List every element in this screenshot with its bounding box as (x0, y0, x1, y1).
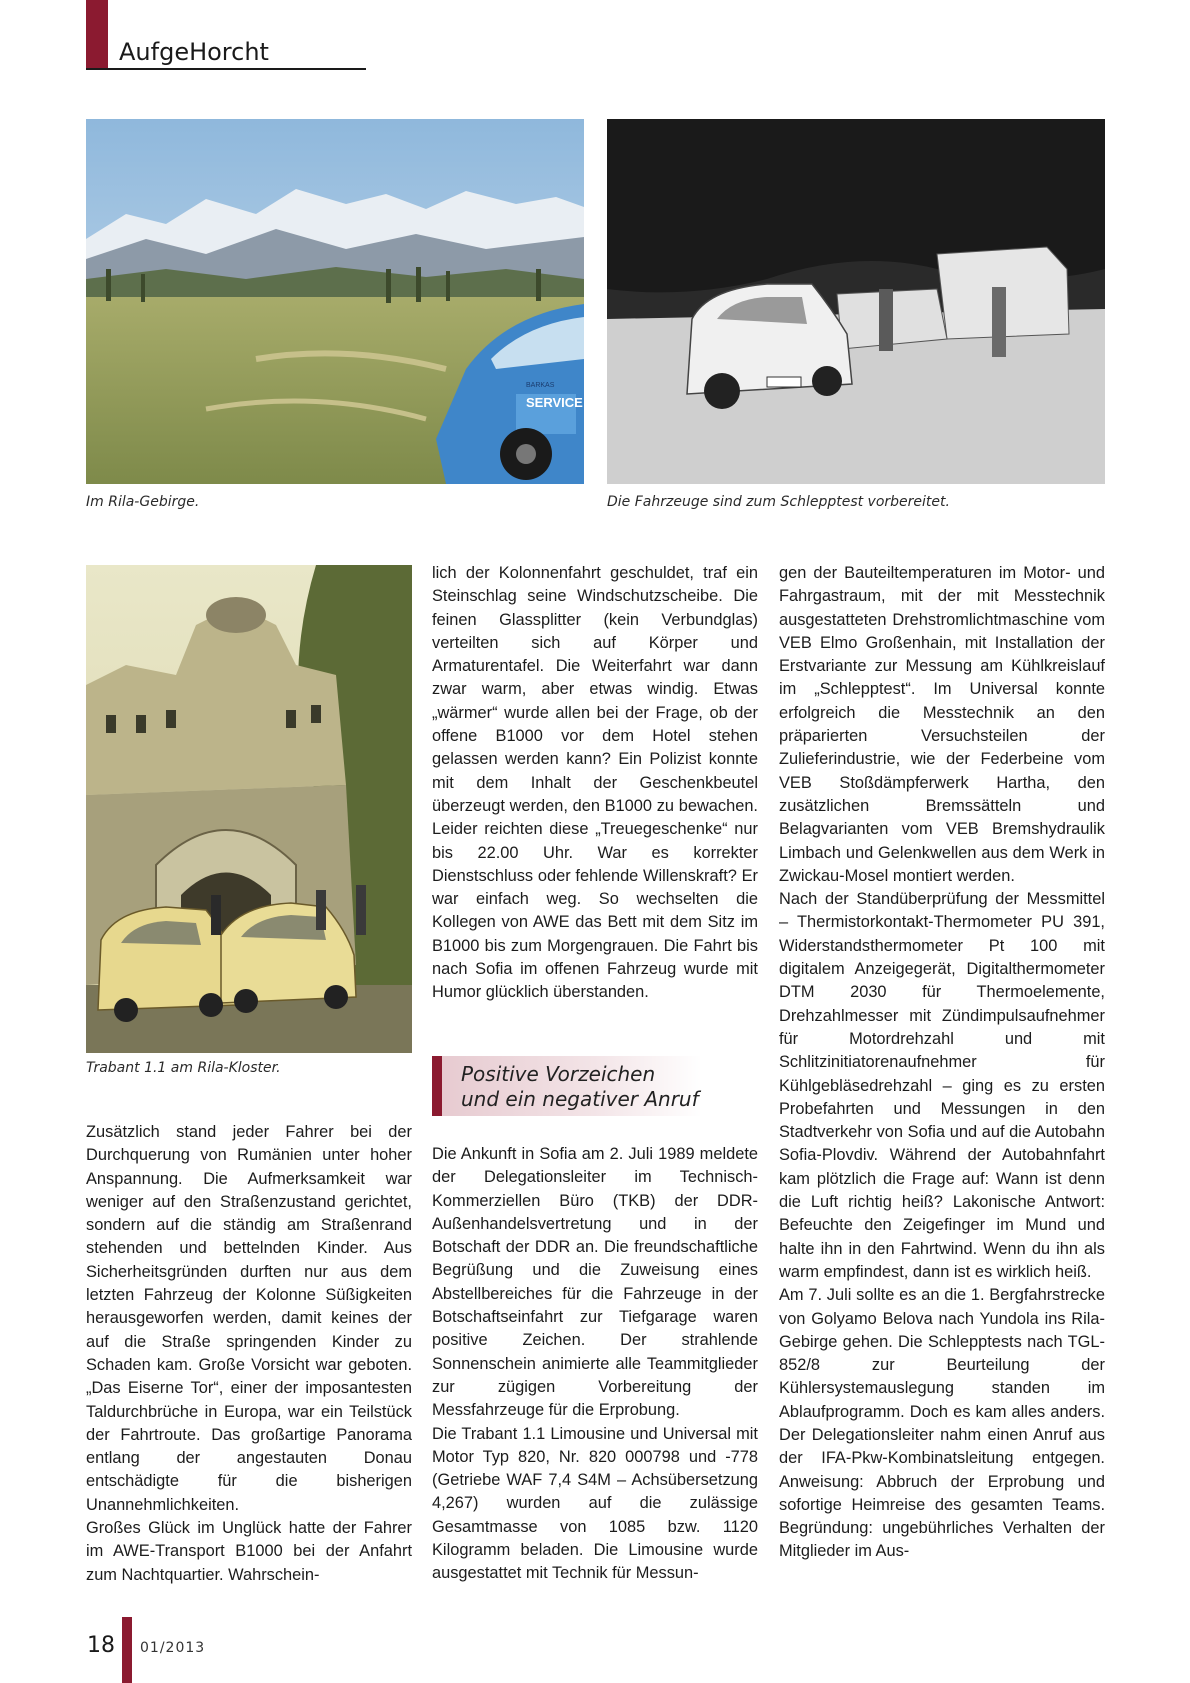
page-number: 18 (87, 1633, 115, 1658)
column-2-paragraph-1: lich der Kolonnenfahrt geschuldet, traf ein Steinschlag seine Windschutzscheibe. Die feinen Glassplitter (kein Verbundglas) verteilten sich auf Körper und Armaturentafel. Die Weiterfahrt war dann zwar warm, aber etwas windig. Etwas „wärmer“ wurde allen bei der Frage, ob der offene B1000 vor dem Hotel stehen gelassen werden kann? Ein Polizist konnte mit dem Inhalt der Geschenkbeutel überzeugt werden, den B1000 zu bewachen. Leider reichten diese „Treuegeschenke“ nur bis 22.00 Uhr. War es korrekter Dienstschluss oder fehlende Willenskraft? Er war einfach weg. So wechselten die Kollegen von AWE das Bett mit dem Sitz im B1000 bis zum Morgengrauen. Die Fahrt bis nach Sofia im offenen Fahrzeug wurde mit Humor glücklich überstanden. (432, 564, 758, 1002)
section-title: AufgeHorcht (119, 38, 269, 66)
column-2-top-text (432, 562, 758, 1005)
column-1-paragraph-2: Großes Glück im Unglück hatte der Fahrer im AWE-Transport B1000 bei der Anfahrt zum Nachtquartier. Wahrschein- (86, 1519, 412, 1584)
photo-cars-towtest (607, 119, 1105, 484)
caption-photo-1: Im Rila-Gebirge. (86, 494, 200, 510)
van-brand-text: BARKAS (526, 382, 555, 389)
subheading-text (461, 1062, 699, 1112)
caption-photo-3: Trabant 1.1 am Rila-Kloster. (86, 1060, 281, 1076)
column-1-text (86, 1121, 412, 1587)
header-accent-bar (86, 0, 108, 68)
column-3-paragraph-2: Nach der Standüberprüfung der Messmittel – Thermistorkontakt-Thermometer PU 391, Widerstandsthermometer Pt 100 mit digitalem Anzeigegerät, Digitalthermometer DTM 2030 für Thermoelemente, Drehzahlmesser mit Zündimpulsaufnehmer für Motordrehzahl und mit Schlitzinitiatorenaufnehmer für Kühlgebläsedrehzahl – ging es zu ersten Probefahrten und Messungen in den Stadtverkehr von Sofia und auf die Autobahn Sofia-Plovdiv. Während der Autobahnfahrt kam plötzlich die Frage auf: Wann ist denn die Luft richtig heiß? Lakonische Antwort: Befeuchte den Zeigefinger im Mund und halte ihn in den Fahrtwind. Wenn du ihn als warm empfindest, dann ist es wirklich heiß. (779, 890, 1105, 1281)
caption-photo-2: Die Fahrzeuge sind zum Schlepptest vorbereitet. (607, 494, 950, 510)
photo-rila-monastery (86, 565, 412, 1053)
subheading-accent-bar (432, 1056, 442, 1116)
column-2-paragraph-3: Die Trabant 1.1 Limousine und Universal mit Motor Typ 820, Nr. 820 000798 und -778 (Getriebe WAF 7,4 S4M – Achsübersetzung 4,267) wurden auf die zulässige Gesamtmasse von 1085 bzw. 1120 Kilogramm beladen. Die Limousine wurde ausgestattet mit Technik für Messun- (432, 1424, 758, 1583)
column-3-paragraph-1: gen der Bauteiltemperaturen im Motor- und Fahrgastraum, mit der mit Messtechnik ausgestatteten Drehstromlichtmaschine vom VEB Elmo Großenhain, mit Installation der Erstvariante zur Messung am Kühlkreislauf im „Schlepptest“. Im Universal konnte erfolgreich die Messtechnik an den präparierten Versuchsteilen der Zulieferindustrie, wie der Federbeine vom VEB Stoßdämpferwerk Hartha, den zusätzlichen Bremssätteln und Belagvarianten vom VEB Bremshydraulik Limbach und Gelenkwellen aus dem Werk in Zwickau-Mosel montiert werden. (779, 564, 1105, 885)
issue-number: 01/2013 (140, 1640, 206, 1656)
van-service-text: SERVICE (526, 395, 583, 410)
header-rule (86, 68, 366, 70)
column-2-bottom-text (432, 1143, 758, 1586)
photo-rila-mountains (86, 119, 584, 484)
column-3-text (779, 562, 1105, 1564)
column-2-paragraph-2: Die Ankunft in Sofia am 2. Juli 1989 meldete der Delegationsleiter im Technisch-Kommerziellen Büro (TKB) der DDR-Außenhandelsvertretung und in der Botschaft der DDR an. Die freundschaftliche Begrüßung und die Zuweisung eines Abstellbereiches für die Fahrzeuge in der Botschaftseinfahrt zur Tiefgarage waren positive Zeichen. Der strahlende Sonnenschein animierte alle Teammitglieder zur zügigen Vorbereitung der Messfahrzeuge für die Erprobung. (432, 1145, 758, 1420)
subheading-line-1: Positive Vorzeichen (461, 1062, 656, 1086)
subheading-line-2: und ein negativer Anruf (461, 1087, 699, 1111)
footer-accent-bar (122, 1617, 132, 1683)
column-1-paragraph-1: Zusätzlich stand jeder Fahrer bei der Durchquerung von Rumänien unter hoher Anspannung. Die Aufmerksamkeit war weniger auf den Straßenzustand gerichtet, sondern auf die ständig am Straßenrand stehenden und bettelnden Kinder. Aus Sicherheitsgründen durften nur aus dem letzten Fahrzeug der Kolonne Süßigkeiten herausgeworfen werden, damit keines der auf die Straße springenden Kinder zu Schaden kam. Große Vorsicht war geboten. „Das Eiserne Tor“, einer der imposantesten Taldurchbrüche in Europa, war ein Teilstück der Fahrtroute. Das großartige Panorama entlang der angestauten Donau entschädigte für die bisherigen Unannehmlichkeiten. (86, 1123, 412, 1514)
column-3-paragraph-3: Am 7. Juli sollte es an die 1. Bergfahrstrecke von Golyamo Belova nach Yundola ins Rila-Gebirge gehen. Die Schlepptests nach TGL-852/8 zur Beurteilung der Kühlersystemauslegung standen im Ablaufprogramm. Doch es kam alles anders. Der Delegationsleiter nahm einen Anruf aus der IFA-Pkw-Kombinatsleitung entgegen. Anweisung: Abbruch der Erprobung und sofortige Heimreise des gesamten Teams. Begründung: ungebührliches Verhalten der Mitglieder im Aus- (779, 1286, 1105, 1561)
